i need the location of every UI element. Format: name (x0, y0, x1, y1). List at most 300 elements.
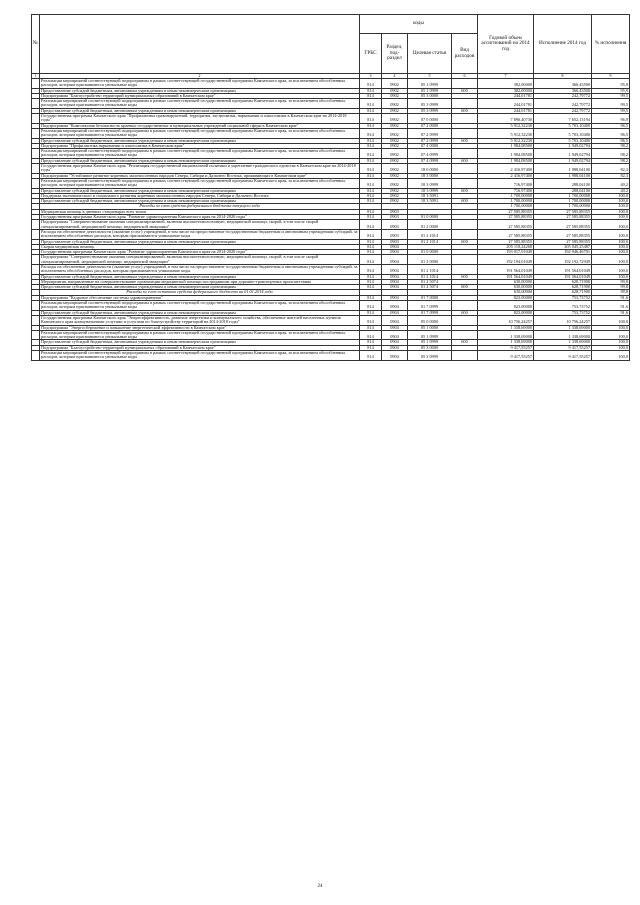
num-cell (32, 255, 40, 265)
ispolnenie-cell: 7 652,13194 (534, 114, 592, 124)
razdel-cell: 0904 (382, 285, 408, 290)
num-cell (32, 99, 40, 109)
subtotal-label: Расходы за счет остатков средств федерального бюджета на 01.01.2014 года (40, 290, 360, 295)
volume-cell: 2 416,97400 (478, 173, 534, 178)
num-cell (32, 301, 40, 311)
tselevaya-cell: 01 2 1014 (408, 239, 452, 244)
num-cell (32, 351, 40, 361)
pct-cell: 82,3 (592, 173, 630, 178)
row-name-cell: Реализация мероприятий соответствующей подпрограммы в рамках соответствующей государственной программы Камчатского края, за исключением обособленных расходов, которым присваиваются уникальные коды (40, 330, 360, 340)
volume-cell: 1 700,00000 (478, 199, 534, 204)
row-name-cell: Предоставление субсидий бюджетным, автономным учреждениям и иным некоммерческим организациям (40, 310, 360, 315)
grbs-cell: 814 (360, 325, 382, 330)
pct-cell: 100,0 (592, 193, 630, 198)
volume-cell: 27 585,88355 (478, 215, 534, 220)
razdel-cell: 0904 (382, 295, 408, 300)
vid-cell: 600 (452, 199, 478, 204)
volume-cell: 382,00000 (478, 88, 534, 93)
ispolnenie-cell: 366,43500 (534, 88, 592, 93)
pct-cell: 100,0 (592, 274, 630, 279)
header-row-1 (32, 15, 630, 34)
ispolnenie-cell: 628,71900 (534, 290, 592, 295)
grbs-cell: 814 (360, 193, 382, 198)
vid-cell: 600 (452, 239, 478, 244)
tselevaya-cell: 05 1 0999 (408, 330, 452, 340)
col-volume-header: Годовой объем ассигнований на 2014 год (478, 15, 534, 74)
ispolnenie-cell: 242,79772 (534, 93, 592, 98)
tselevaya-cell: 05 1 0999 (408, 340, 452, 345)
pct-cell: 100,0 (592, 255, 630, 265)
razdel-cell: 0902 (382, 88, 408, 93)
tselevaya-cell: 18 3 5091 (408, 199, 452, 204)
volume-cell: 193 017,01049 (478, 250, 534, 255)
col-vid-header: Вид расходов (452, 34, 478, 74)
grbs-cell: 814 (360, 178, 382, 188)
volume-cell: 1 984,08500 (478, 143, 534, 148)
num-cell (32, 149, 40, 159)
volume-cell: 7 896,40730 (478, 114, 534, 124)
ispolnenie-cell: 1 338,69000 (534, 340, 592, 345)
ispolnenie-cell: 288,04100 (534, 178, 592, 188)
tselevaya-cell: 01 2 1014 (408, 274, 452, 279)
ispolnenie-cell: 753,73752 (534, 310, 592, 315)
num-cell (32, 315, 40, 325)
num-cell (32, 330, 40, 340)
grbs-cell: 814 (360, 345, 382, 350)
razdel-cell: 0902 (382, 173, 408, 178)
vid-cell: 600 (452, 88, 478, 93)
grbs-cell: 814 (360, 244, 382, 249)
ispolnenie-cell: 9 417,55257 (534, 351, 592, 361)
index-cell: 1 (32, 74, 40, 79)
row-name-cell: Предоставление субсидий бюджетным, автономным учреждениям и иным некоммерческим организациям (40, 108, 360, 113)
pct-cell: 91,6 (592, 295, 630, 300)
row-name-cell: Медицинская помощь в дневных стационарах всех типов (40, 209, 360, 214)
razdel-cell: 0902 (382, 128, 408, 138)
table-row (32, 330, 630, 340)
razdel-cell: 0904 (382, 274, 408, 279)
volume-cell: 27 585,88355 (478, 220, 534, 230)
table-row (32, 315, 630, 325)
pct-cell: 91,6 (592, 310, 630, 315)
tselevaya-cell: 01 7 0999 (408, 310, 452, 315)
volume-cell: 10 756,24257 (478, 315, 534, 325)
grbs-cell: 814 (360, 274, 382, 279)
ispolnenie-cell: 191 564,01049 (534, 264, 592, 274)
grbs-cell: 814 (360, 173, 382, 178)
razdel-cell: 0904 (382, 345, 408, 350)
num-cell (32, 128, 40, 138)
volume-cell: 5 912,32230 (478, 123, 534, 128)
row-name-cell: Предоставление субсидий бюджетным, автономным учреждениям и иным некоммерческим организациям (40, 88, 360, 93)
pct-cell: 95,9 (592, 88, 630, 93)
row-name-cell: Подпрограмма "Совершенствование оказания специализированной, включая высокотехнологичную, медицинской помощи, скорой, в том числе скорой специализированной, медицинской помощи, медицинской эвакуации" (40, 220, 360, 230)
row-name-cell: Реализация мероприятий соответствующей подпрограммы в рамках соответствующей государственной программы Камчатского края, за исключением обособленных расходов, которым присваиваются уникальные коды (40, 178, 360, 188)
ispolnenie-cell: 27 585,88355 (534, 215, 592, 220)
vid-cell: 600 (452, 340, 478, 345)
pct-cell: 100,0 (592, 351, 630, 361)
razdel-cell: 0902 (382, 138, 408, 143)
table-row (32, 229, 630, 239)
ispolnenie-cell: 1 949,02794 (534, 143, 592, 148)
ispolnenie-cell: 1 988,04100 (534, 164, 592, 174)
pct-cell: 99,8 (592, 290, 630, 295)
tselevaya-cell: 05 3 0000 (408, 93, 452, 98)
pct-cell: 100,0 (592, 244, 630, 249)
volume-cell: 823,00000 (478, 310, 534, 315)
row-name-cell: Государственная программа Камчатского края "Энергоэффективность, развитие энергетики и коммунального хозяйства, обеспечение жителей населенных пунктов Камчатского края коммунальными услугами и услугами по благоустройству территорий на 2014-2018 годы" (40, 315, 360, 325)
row-name-cell: Подпрограмма "Благоустройство территорий муниципальных образований в Камчатском крае" (40, 345, 360, 350)
grbs-cell: 814 (360, 158, 382, 163)
tselevaya-cell: 05 3 0000 (408, 345, 452, 350)
ispolnenie-cell: 27 585,88355 (534, 220, 592, 230)
row-name-cell: Предоставление субсидий бюджетным, автономным учреждениям и иным некоммерческим организациям (40, 199, 360, 204)
tselevaya-cell: 07 2 0000 (408, 123, 452, 128)
vid-cell (452, 229, 478, 239)
row-name-cell: Скорая медицинская помощь (40, 244, 360, 249)
row-name-cell: Предоставление субсидий бюджетным, автономным учреждениям и иным некоммерческим организациям (40, 274, 360, 279)
vid-cell: 600 (452, 158, 478, 163)
volume-cell: 9 417,55257 (478, 351, 534, 361)
index-cell: 7 (478, 74, 534, 79)
tselevaya-cell: 07 4 0000 (408, 143, 452, 148)
tselevaya-cell: 01 0 0000 (408, 215, 452, 220)
tselevaya-cell: 07 0 0000 (408, 114, 452, 124)
pct-cell: 100,0 (592, 220, 630, 230)
razdel-cell: 0904 (382, 340, 408, 345)
grbs-cell: 814 (360, 351, 382, 361)
grbs-cell: 814 (360, 149, 382, 159)
vid-cell: 600 (452, 310, 478, 315)
ispolnenie-cell: 191 564,01049 (534, 274, 592, 279)
grbs-cell: 814 (360, 188, 382, 193)
table-body (32, 74, 630, 361)
num-cell (32, 164, 40, 174)
grbs-cell: 814 (360, 215, 382, 220)
tselevaya-cell: 01 0 0000 (408, 250, 452, 255)
ispolnenie-cell: 1 338,69000 (534, 325, 592, 330)
razdel-cell: 0904 (382, 351, 408, 361)
table-row (32, 301, 630, 311)
row-name-cell: Реализация мероприятий соответствующей подпрограммы в рамках соответствующей государственной программы Камчатского края, за исключением обособленных расходов, которым присваиваются уникальные коды (40, 351, 360, 361)
row-name-cell: Реализация мероприятий соответствующей подпрограммы в рамках соответствующей государственной программы Камчатского края, за исключением обособленных расходов, которым присваиваются уникальные коды (40, 128, 360, 138)
num-cell (32, 178, 40, 188)
row-name-cell: Предоставление субсидий бюджетным, автономным учреждениям и иным некоммерческим организациям (40, 285, 360, 290)
grbs-cell: 814 (360, 315, 382, 325)
grbs-cell: 814 (360, 164, 382, 174)
row-name-cell: Подпрограмма "Комплексная безопасность краевых государственных и муниципальных учреждений социальной сферы в Камчатском крае" (40, 123, 360, 128)
grbs-cell: 814 (360, 114, 382, 124)
vid-cell (452, 315, 478, 325)
grbs-cell: 814 (360, 123, 382, 128)
pct-cell: 40,2 (592, 178, 630, 188)
razdel-cell: 0904 (382, 315, 408, 325)
razdel-cell: 0904 (382, 330, 408, 340)
vid-cell (452, 264, 478, 274)
index-cell: 8 (534, 74, 592, 79)
grbs-cell: 814 (360, 310, 382, 315)
razdel-cell: 0902 (382, 193, 408, 198)
ispolnenie-cell: 5 703,10400 (534, 138, 592, 143)
razdel-cell: 0903 (382, 239, 408, 244)
ispolnenie-cell: 27 585,88355 (534, 229, 592, 239)
ispolnenie-cell: 1 949,02794 (534, 149, 592, 159)
ispolnenie-cell: 628,71900 (534, 285, 592, 290)
pct-cell: 100,0 (592, 345, 630, 350)
razdel-cell: 0904 (382, 310, 408, 315)
tselevaya-cell: 01 7 0999 (408, 301, 452, 311)
grbs-cell: 814 (360, 295, 382, 300)
vid-cell: 600 (452, 138, 478, 143)
num-cell (32, 264, 40, 274)
tselevaya-cell: 05 1 0000 (408, 325, 452, 330)
ispolnenie-cell: 288,04100 (534, 188, 592, 193)
vid-cell: 600 (452, 188, 478, 193)
budget-table-page (31, 14, 629, 361)
ispolnenie-cell: 205 045,25487 (534, 244, 592, 249)
pct-cell: 95,9 (592, 79, 630, 89)
tselevaya-cell: 01 2 1014 (408, 264, 452, 274)
row-name-cell: Реализация мероприятий соответствующей подпрограммы в рамках соответствующей государственной программы Камчатского края, за исключением обособленных расходов, которым присваиваются уникальные коды (40, 301, 360, 311)
grbs-cell: 814 (360, 138, 382, 143)
row-name-cell: Государственная программа Камчатского края "Развитие здравоохранения Камчатского края на 2014-2020 годы" (40, 215, 360, 220)
subtotal-label: Расходы за счет средств федерального бюджета текущего года (40, 204, 360, 209)
volume-cell: 244,01781 (478, 99, 534, 109)
razdel-cell: 0904 (382, 255, 408, 265)
grbs-cell: 814 (360, 108, 382, 113)
budget-execution-table (31, 14, 630, 361)
razdel-cell: 0902 (382, 123, 408, 128)
grbs-cell: 814 (360, 255, 382, 265)
volume-cell: 205 118,24268 (478, 244, 534, 249)
volume-cell: 1 984,08500 (478, 149, 534, 159)
razdel-cell: 0904 (382, 250, 408, 255)
razdel-cell: 0904 (382, 264, 408, 274)
index-cell: 3 (360, 74, 382, 79)
grbs-cell: 814 (360, 285, 382, 290)
row-name-cell: Подпрограмма "Энергосбережение и повышение энергетической эффективности в Камчатском крае" (40, 325, 360, 330)
tselevaya-cell: 18 3 5091 (408, 193, 452, 198)
pct-cell: 99,5 (592, 93, 630, 98)
num-cell (32, 220, 40, 230)
codes-header: коды (360, 15, 478, 34)
pct-cell: 100,0 (592, 315, 630, 325)
row-name-cell: Государственная программа Камчатского края "Профилактика правонарушений, терроризма, экстремизма, наркомании и алкоголизма в Камчатском крае на 2014-2018 годы" (40, 114, 360, 124)
index-cell: 2 (40, 74, 360, 79)
pct-cell: 100,0 (592, 199, 630, 204)
tselevaya-cell: 07 2 0999 (408, 128, 452, 138)
ispolnenie-cell: 242,79772 (534, 99, 592, 109)
pct-cell: 98,2 (592, 149, 630, 159)
vid-cell (452, 164, 478, 174)
tselevaya-cell: 01 2 1014 (408, 229, 452, 239)
row-name-cell: Расходы на обеспечение деятельности (оказание услуг) учреждений, в том числе на предоставление государственным бюджетным и автономным учреждениям субсидий, за исключением обособленных расходов, которым присваиваются уникальные коды (40, 229, 360, 239)
pct-cell: 99,5 (592, 108, 630, 113)
table-row (32, 351, 630, 361)
grbs-cell: 814 (360, 250, 382, 255)
pct-cell: 100,0 (592, 229, 630, 239)
grbs-cell: 814 (360, 229, 382, 239)
pct-cell: 100,0 (592, 239, 630, 244)
tselevaya-cell: 18 3 0999 (408, 178, 452, 188)
pct-cell: 100,0 (592, 250, 630, 255)
ispolnenie-cell: 1 988,04100 (534, 173, 592, 178)
row-name-cell: Предоставление субсидий бюджетным, автономным учреждениям и иным некоммерческим организациям (40, 158, 360, 163)
volume-cell: 823,00000 (478, 295, 534, 300)
razdel-cell: 0903 (382, 220, 408, 230)
pct-cell: 98,2 (592, 158, 630, 163)
pct-cell: 96,5 (592, 138, 630, 143)
vid-cell (452, 99, 478, 109)
razdel-cell: 0904 (382, 325, 408, 330)
tselevaya-cell: 05 1 0999 (408, 79, 452, 89)
volume-cell: 27 585,88355 (478, 209, 534, 214)
ispolnenie-cell: 753,73752 (534, 301, 592, 311)
razdel-cell: 0903 (382, 215, 408, 220)
razdel-cell: 0902 (382, 199, 408, 204)
tselevaya-cell: 05 3 0999 (408, 108, 452, 113)
row-name-cell: Подпрограмма "Устойчивое развитие коренных малочисленных народов Севера, Сибири и Дальнего Востока, проживающих в Камчатском крае" (40, 173, 360, 178)
row-name-cell: Поддержка экономического и социального развития коренных малочисленных народов Севера, Сибири и Дальнего Востока (40, 193, 360, 198)
volume-cell: 1 984,08500 (478, 158, 534, 163)
tselevaya-cell: 18 3 0000 (408, 173, 452, 178)
grbs-cell: 814 (360, 128, 382, 138)
row-name-cell: Реализация мероприятий соответствующей подпрограммы в рамках соответствующей государственной программы Камчатского края, за исключением обособленных расходов, которым присваиваются уникальные коды (40, 99, 360, 109)
pct-cell: 100,0 (592, 215, 630, 220)
pct-cell: 96,5 (592, 123, 630, 128)
vid-cell (452, 255, 478, 265)
table-row (32, 164, 630, 174)
tselevaya-cell: 01 2 5074 (408, 279, 452, 284)
vid-cell (452, 178, 478, 188)
volume-cell: 191 564,01049 (478, 274, 534, 279)
row-name-cell: Государственная программа Камчатского края "Развитие здравоохранения Камчатского края на 2014-2020 годы" (40, 250, 360, 255)
tselevaya-cell: 05 3 0999 (408, 351, 452, 361)
volume-cell: 244,01781 (478, 93, 534, 98)
razdel-cell: 0902 (382, 79, 408, 89)
ispolnenie-cell: 628,71900 (534, 279, 592, 284)
volume-cell: 192 194,01049 (478, 255, 534, 265)
vid-cell (452, 330, 478, 340)
volume-cell: 1 700,00000 (478, 193, 534, 198)
pct-cell: 100,0 (592, 209, 630, 214)
grbs-cell: 814 (360, 93, 382, 98)
col-razdel-header: Раздел, под-раздел (382, 34, 408, 74)
volume-cell: 823,00000 (478, 301, 534, 311)
razdel-cell: 0904 (382, 244, 408, 249)
vid-cell: 600 (452, 274, 478, 279)
volume-cell: 27 585,88355 (478, 239, 534, 244)
pct-cell: 100,0 (592, 264, 630, 274)
grbs-cell: 814 (360, 330, 382, 340)
razdel-cell: 0902 (382, 108, 408, 113)
vid-cell (452, 114, 478, 124)
table-row (32, 220, 630, 230)
razdel-cell: 0904 (382, 279, 408, 284)
razdel-cell: 0902 (382, 93, 408, 98)
ispolnenie-cell: 27 585,88355 (534, 239, 592, 244)
ispolnenie-cell: 192 946,46701 (534, 250, 592, 255)
index-cell: 5 (408, 74, 452, 79)
row-name-cell: Реализация мероприятий соответствующей подпрограммы в рамках соответствующей государственной программы Камчатского края, за исключением обособленных расходов, которым присваиваются уникальные коды (40, 149, 360, 159)
ispolnenie-cell: 1 700,00000 (534, 193, 592, 198)
col-pct-header: % исполнения (592, 15, 630, 74)
row-name-cell: Подпрограмма "Кадровое обеспечение системы здравоохранения" (40, 295, 360, 300)
razdel-cell: 0902 (382, 158, 408, 163)
ispolnenie-cell: 192 192,72949 (534, 255, 592, 265)
volume-cell: 630,00000 (478, 290, 534, 295)
pct-cell: 91,6 (592, 301, 630, 311)
razdel-cell: 0902 (382, 188, 408, 193)
volume-cell: 5 912,32230 (478, 138, 534, 143)
volume-cell: 9 417,55257 (478, 345, 534, 350)
razdel-cell: 0903 (382, 209, 408, 214)
tselevaya-cell: 01 2 5074 (408, 285, 452, 290)
pct-cell: 99,5 (592, 99, 630, 109)
num-cell (32, 114, 40, 124)
vid-cell (452, 149, 478, 159)
row-name-cell: Государственная программа Камчатского края "Реализация государственной национальной политики и укрепление гражданского единства в Камчатском крае на 2014-2018 годы" (40, 164, 360, 174)
grbs-cell: 814 (360, 264, 382, 274)
pct-cell: 96,9 (592, 114, 630, 124)
grbs-cell: 814 (360, 220, 382, 230)
ispolnenie-cell: 5 703,10400 (534, 128, 592, 138)
volume-cell: 716,97400 (478, 188, 534, 193)
grbs-cell: 814 (360, 209, 382, 214)
razdel-cell: 0903 (382, 229, 408, 239)
row-name-cell: Подпрограмма "Профилактика наркомании и алкоголизма в Камчатском крае" (40, 143, 360, 148)
volume-cell: 5 912,32230 (478, 128, 534, 138)
volume-cell: 1 700,00000 (478, 204, 534, 209)
volume-cell: 1 338,69000 (478, 340, 534, 345)
table-row (32, 99, 630, 109)
pct-cell: 99,8 (592, 285, 630, 290)
row-name-cell: Мероприятия, направленные на совершенствование организации медицинской помощи пострадавшим при дорожно-транспортных происшествиях (40, 279, 360, 284)
page-number: 24 (317, 884, 323, 889)
ispolnenie-cell: 1 700,00000 (534, 204, 592, 209)
ispolnenie-cell: 1 700,00000 (534, 199, 592, 204)
pct-cell: 99,8 (592, 279, 630, 284)
table-row (32, 79, 630, 89)
row-name-cell: Предоставление субсидий бюджетным, автономным учреждениям и иным некоммерческим организациям (40, 340, 360, 345)
grbs-cell: 814 (360, 88, 382, 93)
vid-cell (452, 220, 478, 230)
pct-cell: 100,0 (592, 204, 630, 209)
table-row (32, 114, 630, 124)
grbs-cell: 814 (360, 279, 382, 284)
razdel-cell: 0902 (382, 114, 408, 124)
pct-cell: 40,2 (592, 188, 630, 193)
grbs-cell: 814 (360, 301, 382, 311)
tselevaya-cell: 07 2 0999 (408, 138, 452, 143)
row-name-cell: Предоставление субсидий бюджетным, автономным учреждениям и иным некоммерческим организациям (40, 188, 360, 193)
tselevaya-cell: 07 4 0999 (408, 158, 452, 163)
volume-cell: 27 585,88355 (478, 229, 534, 239)
tselevaya-cell: 05 0 0000 (408, 315, 452, 325)
tselevaya-cell: 01 2 0000 (408, 255, 452, 265)
volume-cell: 630,00000 (478, 285, 534, 290)
volume-cell: 2 416,97400 (478, 164, 534, 174)
table-row (32, 264, 630, 274)
index-cell: 9 (592, 74, 630, 79)
volume-cell: 630,00000 (478, 279, 534, 284)
razdel-cell: 0904 (382, 301, 408, 311)
razdel-cell: 0902 (382, 99, 408, 109)
tselevaya-cell: 01 7 0000 (408, 295, 452, 300)
grbs-cell: 814 (360, 143, 382, 148)
pct-cell: 82,3 (592, 164, 630, 174)
tselevaya-cell: 07 4 0999 (408, 149, 452, 159)
